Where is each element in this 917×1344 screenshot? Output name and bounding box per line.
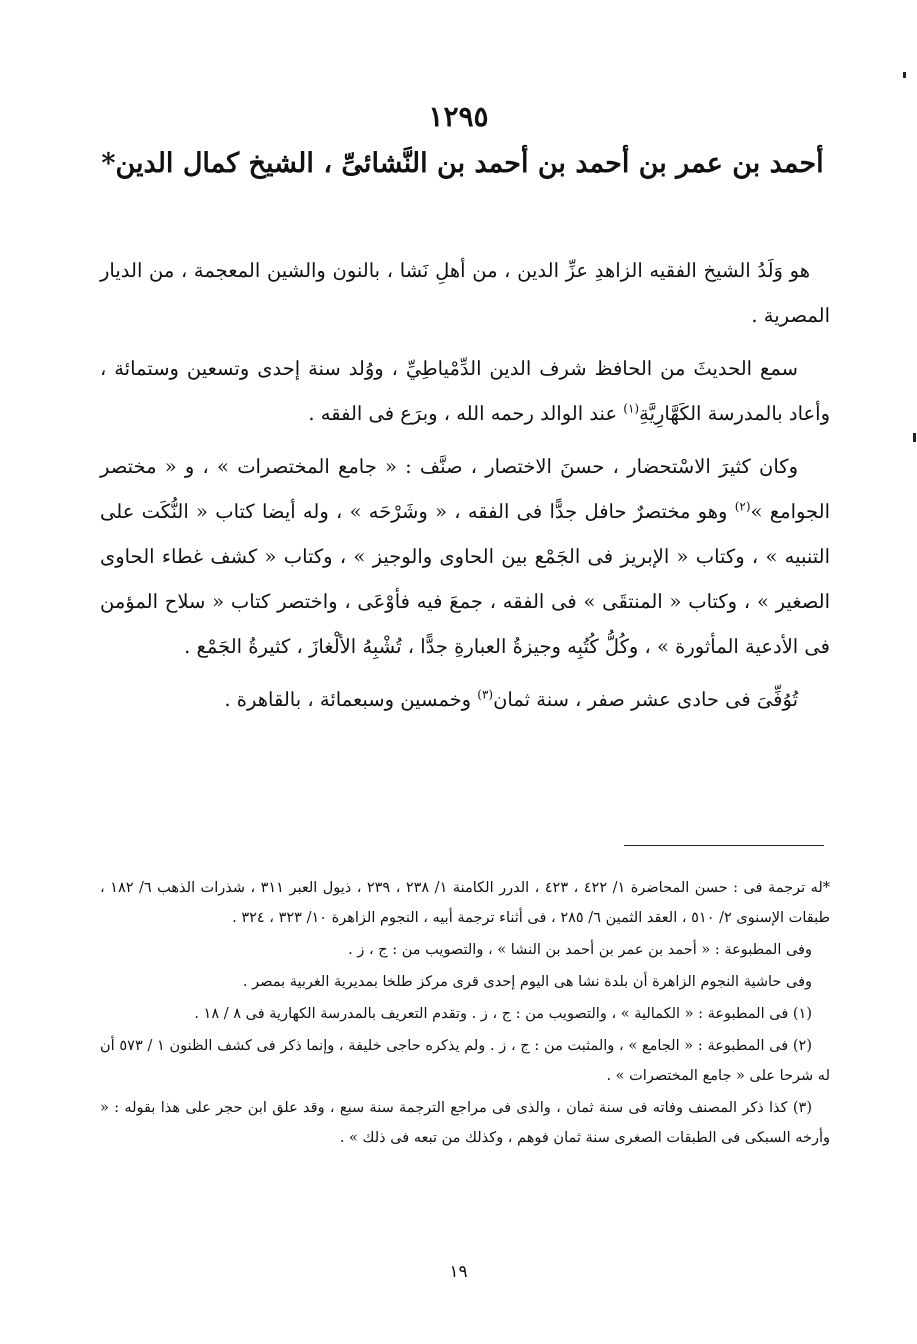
footnote-correction: وفى المطبوعة : « أحمد بن عمر بن أحمد بن النشا » ، والتصويب من : ج ، ز .	[348, 942, 812, 958]
scan-speck	[913, 433, 916, 442]
paragraph-text: وخمسين وسبعمائة ، بالقاهرة .	[224, 688, 478, 711]
entry-number: ١٢٩٥	[428, 100, 489, 133]
footnote-sources: *له ترجمة فى : حسن المحاضرة ١/ ٤٢٢ ، ٤٢٣ ، الدرر الكامنة ١/ ٢٣٨ ، ٢٣٩ ، ذيول العبر ٣١١ ، شذرات الذهب ٦/ ١٨٢ ، طبقات الإسنوى ٢/ ٥١٠ ، العقد الثمين ٦/ ٢٨٥ ، فى أثناء ترجمة أبيه ، النجوم الزاهرة ١٠/ ٣٢٣ ، ٣٢٤ .	[100, 880, 831, 926]
paragraph-death	[100, 677, 830, 722]
paragraph-works	[100, 444, 830, 669]
paragraph-text: سمع الحديثَ من الحافظ شرف الدين الدِّمْياطِيِّ ، ووُلد سنة إحدى وتسعين وستمائة ، وأعاد بالمدرسة الكَهَّارِيَّةِ	[100, 357, 830, 425]
paragraph-text: عند الوالد رحمه الله ، وبرَع فى الفقه .	[308, 402, 624, 425]
footnote-ref: (٢)	[734, 499, 751, 514]
paragraph-studies	[100, 346, 830, 436]
footnote-1: (١) فى المطبوعة : « الكمالية » ، والتصويب من : ج ، ز . وتقدم التعريف بالمدرسة الكهارية فى ٨ / ١٨ .	[194, 1006, 812, 1022]
paragraph-text: وكان كثيرَ الاسْتحضار ، حسنَ الاختصار ، صنَّف : « جامع المختصرات » ، و « مختصر الجوامع »	[100, 455, 831, 523]
page-number: ١٩	[449, 1262, 468, 1282]
entry-title: أحمد بن عمر بن أحمد بن أحمد بن النَّشائىِّ ، الشيخ كمال الدين*	[101, 148, 824, 179]
footnote-2: (٢) فى المطبوعة : « الجامع » ، والمثبت من : ج ، ز . ولم يذكره حاجى خليفة ، وإنما ذكر فى كشف الظنون ١ / ٥٧٣ أن له شرحا على « جامع المختصرات » .	[100, 1038, 830, 1084]
footnotes	[100, 873, 830, 1155]
paragraph-text: تُوُفِّىَ فى حادى عشر صفر ، سنة ثمان	[493, 688, 798, 711]
footnote-3: (٣) كذا ذكر المصنف وفاته فى سنة ثمان ، والذى فى مراجع الترجمة سنة سبع ، وقد علق ابن حجر على هذا بقوله : « وأرخه السبكى فى الطبقات الصغرى سنة ثمان فوهم ، وكذلك من تبعه فى ذلك » .	[100, 1100, 830, 1146]
biography-text	[100, 248, 830, 730]
footnote-separator	[624, 845, 824, 846]
footnote-location: وفى حاشية النجوم الزاهرة أن بلدة نشا هى اليوم إحدى قرى مركز طلخا بمديرية الغربية بمصر .	[242, 974, 812, 990]
footnote-ref: (١)	[623, 401, 640, 416]
footnote-ref: (٣)	[477, 687, 494, 702]
paragraph-origin	[100, 248, 830, 338]
paragraph-text: وهو مختصرٌ حافل جدًّا فى الفقه ، « وشَرْحَه » ، وله أيضا كتاب « النُّكَت على التنبيه » ، وكتاب « الإبريز فى الجَمْع بين الحاوى والوجيز » ، وكتاب « كشف غطاء الحاوى الصغير » ، وكتاب « المنتقَى » فى الفقه ، جمعَ فيه فأوْعَى ، واختصر كتاب « سلاح المؤمن فى الأدعية المأثورة » ، وكُلُّ كُتُبِه وجيزةُ العبارةِ جدًّا ، تُشْبِهُ الألْغازَ ، كثيرةُ الجَمْع .	[100, 500, 830, 658]
paragraph-text: هو وَلَدُ الشيخ الفقيه الزاهدِ عزِّ الدين ، من أهلِ نَشا ، بالنون والشين المعجمة ، من الديار المصرية .	[100, 259, 830, 327]
scan-speck	[903, 72, 906, 78]
